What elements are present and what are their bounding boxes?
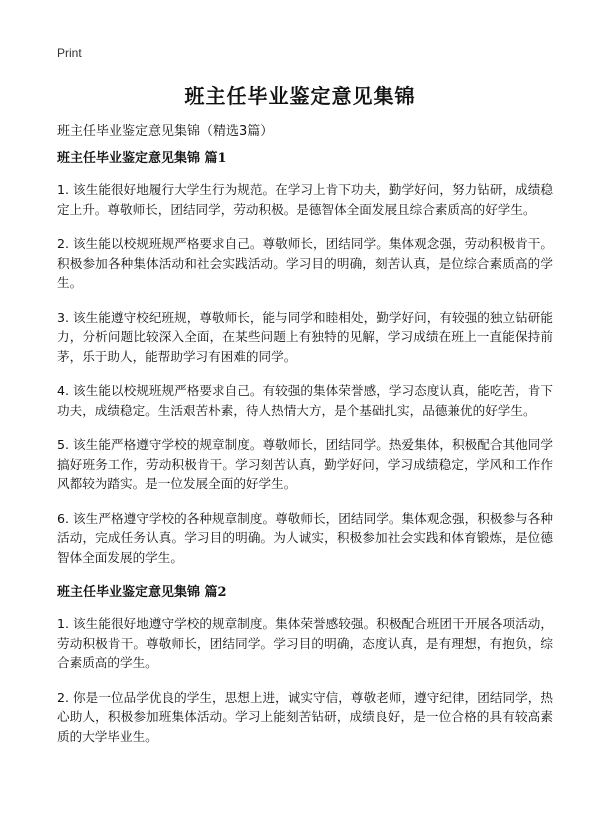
print-link[interactable]: Print xyxy=(57,46,82,60)
section-2 xyxy=(57,584,553,746)
page-title: 班主任毕业鉴定意见集锦 xyxy=(184,84,416,108)
section-heading: 班主任毕业鉴定意见集锦 篇1 xyxy=(57,151,227,166)
paragraph: 1. 该生能很好地履行大学生行为规范。在学习上肯下功夫，勤学好问，努力钻研，成绩稳定上升。尊敬师长，团结同学，劳动积极。是德智体全面发展且综合素质高的好学生。 xyxy=(57,182,553,217)
paragraph: 2. 你是一位品学优良的学生，思想上进，诚实守信，尊敬老师，遵守纪律，团结同学，热心助人，积极参加班集体活动。学习上能刻苦钻研，成绩良好，是一位合格的具有较高素质的大学毕业生。 xyxy=(57,689,553,744)
section-heading: 班主任毕业鉴定意见集锦 篇2 xyxy=(57,585,227,600)
paragraph: 5. 该生能严格遵守学校的规章制度。尊敬师长，团结同学。热爱集体，积极配合其他同学搞好班务工作，劳动积极肯干。学习刻苦认真，勤学好问，学习成绩稳定，学风和工作作风都较为踏实。是一位发展全面的好学生。 xyxy=(57,437,553,491)
paragraph: 2. 该生能以校规班规严格要求自己。尊敬师长，团结同学。集体观念强，劳动积极肯干。积极参加各种集体活动和社会实践活动。学习目的明确，刻苦认真，是位综合素质高的学生。 xyxy=(57,236,553,290)
paragraph: 3. 该生能遵守校纪班规，尊敬师长，能与同学和睦相处，勤学好问，有较强的独立钻研能力，分析问题比较深入全面，在某些问题上有独特的见解，学习成绩在班上一直能保持前茅，乐于助人，能帮助学习有困难的同学。 xyxy=(57,309,553,364)
paragraph: 1. 该生能很好地遵守学校的规章制度。集体荣誉感较强。积极配合班团干开展各项活动，劳动积极肯干。尊敬师长，团结同学。学习目的明确，态度认真，是有理想，有抱负，综合素质高的学生。 xyxy=(57,616,553,670)
paragraph: 6. 该生严格遵守学校的各种规章制度。尊敬师长，团结同学。集体观念强，积极参与各种活动，完成任务认真。学习目的明确。为人诚实，积极参加社会实践和体育锻炼，是位德智体全面发展的学生。 xyxy=(57,510,553,565)
document-body xyxy=(57,150,553,761)
subtitle: 班主任毕业鉴定意见集锦（精选3篇） xyxy=(57,124,274,139)
section-1 xyxy=(57,150,553,567)
paragraph: 4. 该生能以校规班规严格要求自己。有较强的集体荣誉感，学习态度认真，能吃苦，肯下功夫，成绩稳定。生活艰苦朴素，待人热情大方，是个基础扎实，品德兼优的好学生。 xyxy=(57,383,553,418)
